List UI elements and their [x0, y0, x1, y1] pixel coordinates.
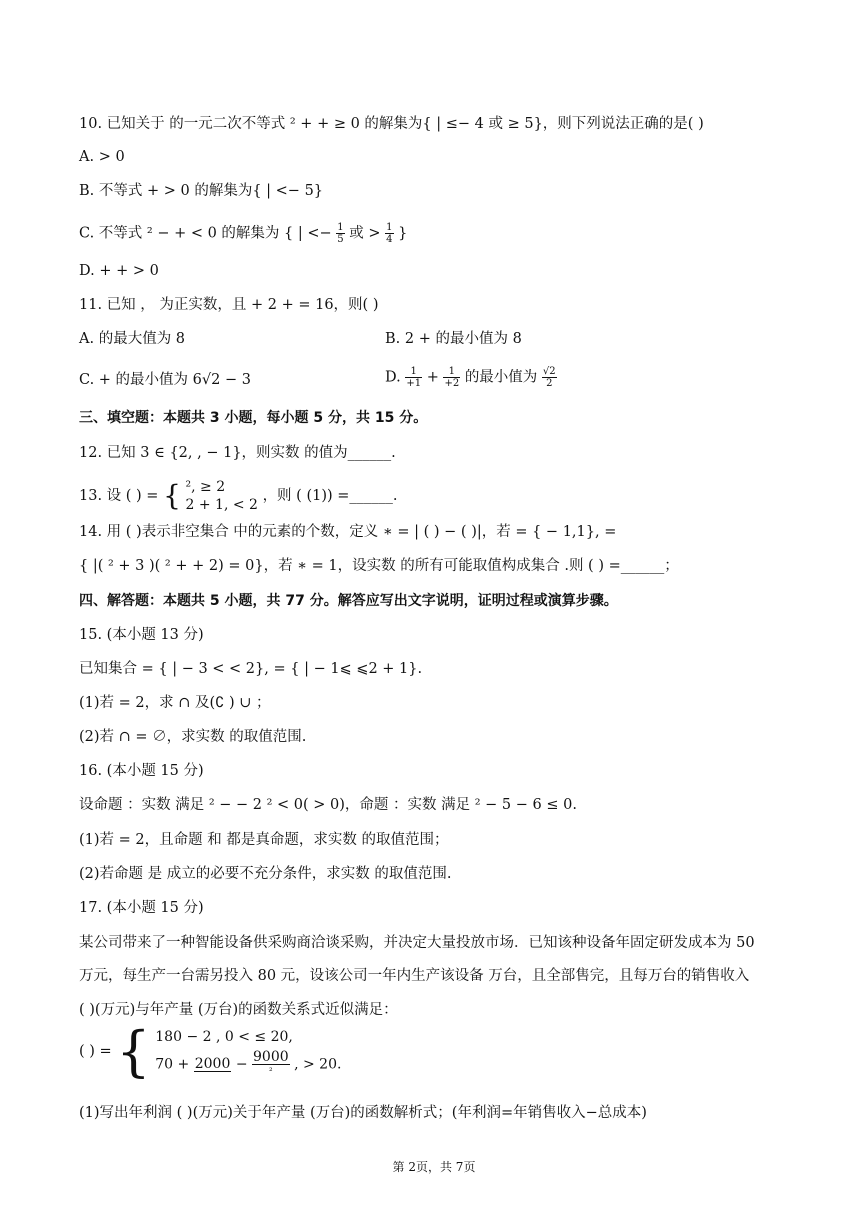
q16-part-1: (1)若 = 2，且命题 和 都是真命题，求实数 的取值范围； [79, 832, 449, 848]
q16-part-2: (2)若命题 是 成立的必要不充分条件，求实数 的取值范围. [79, 866, 452, 882]
q11-option-d: D. $\frac{1}{+1}$ + $\frac{1}{+2}$ 的最小值为 $\frac{√2}{2}$ [385, 366, 556, 389]
close-brace: } [398, 225, 408, 242]
frac-1-4: $\frac{1}{4}$ [386, 222, 393, 245]
q15-stem: 已知集合 = { | − 3 < < 2}, = { | − 1⩽ ⩽2 + 1}. [79, 661, 423, 677]
frac-d3: $\frac{√2}{2}$ [542, 366, 556, 389]
frac-2000: 2000 [194, 1056, 231, 1072]
question-14-line1: 14. 用 ( )表示非空集合 中的元素的个数，定义 ∗ = | ( ) − ( )|，若 = { − 1,1}, = [79, 524, 617, 540]
question-14-line2: { |( ² + 3 )( ² + + 2) = 0}，若 ∗ = 1，设实数 的所有可能取值构成集合 .则 ( ) =______； [79, 558, 679, 574]
q11-option-c: C. + 的最小值为 6√2 − 3 [79, 372, 251, 388]
q10c-mid: 或 > [349, 225, 381, 242]
q17-stem-2: 万元，每生产一台需另投入 80 元，设该公司一年内生产该设备 万台，且全部售完，且每万台的销售收入 [79, 968, 750, 984]
section-4-heading: 四、解答题：本题共 5 小题，共 77 分。解答应写出文字说明，证明过程或演算步骤。 [79, 593, 618, 609]
q13-pieces: ², ≥ 2 2 + 1, < 2 [185, 479, 258, 513]
q10-option-b: B. 不等式 + > 0 的解集为{ | <− 5} [79, 183, 324, 199]
piecewise-brace: { [163, 479, 181, 512]
question-12: 12. 已知 3 ∈ {2, , − 1}，则实数 的值为______. [79, 445, 396, 461]
question-15: 15. (本小题 13 分) [79, 627, 204, 643]
question-17: 17. (本小题 15 分) [79, 900, 204, 916]
q10-option-a: A. > 0 [79, 149, 125, 165]
frac-9000: $\frac{9000}{\text{²}}$ [253, 1049, 289, 1077]
q17-stem-1: 某公司带来了一种智能设备供采购商洽谈采购，并决定大量投放市场．已知该种设备年固定研发成本为 50 [79, 935, 755, 951]
q16-stem: 设命题 ：实数 满足 ² − − 2 ² < 0( > 0)，命题 ：实数 满足 ² − 5 − 6 ≤ 0. [79, 797, 577, 813]
question-11: 11. 已知 ， 为正实数，且 + 2 + = 16，则( ) [79, 297, 379, 313]
q10-option-c [79, 222, 407, 245]
section-3-heading: 三、填空题：本题共 3 小题，每小题 5 分，共 15 分。 [79, 410, 428, 426]
frac-d2: $\frac{1}{+2}$ [444, 366, 460, 389]
q15-part-2: (2)若 ∩ = ∅，求实数 的取值范围. [79, 729, 307, 745]
page-footer: 第 2页，共 7页 [392, 1160, 476, 1174]
q11-option-b: B. 2 + 的最小值为 8 [385, 331, 522, 347]
q17-part-1: (1)写出年利润 ( )(万元)关于年产量 (万台)的函数解析式；(年利润=年销售收入−总成本) [79, 1105, 647, 1121]
piecewise-brace-large: { [116, 1019, 151, 1083]
q17-stem-3: ( )(万元)与年产量 (万台)的函数关系式近似满足： [79, 1002, 398, 1018]
frac-d1: $\frac{1}{+1}$ [406, 366, 422, 389]
q17-pieces: 180 − 2 , 0 < ≤ 20, 70 + 2000 − $\frac{9000}{\text{²}}$ , > 20. [155, 1029, 342, 1077]
q15-part-1: (1)若 = 2，求 ∩ 及(∁ ) ∪ ； [79, 695, 271, 711]
q10c-text: C. 不等式 ² − + < 0 的解集为 [79, 225, 280, 242]
question-10: 10. 已知关于 的一元二次不等式 ² + + ≥ 0 的解集为{ | ≤− 4 或 ≥ 5}，则下列说法正确的是( ) [79, 116, 704, 132]
frac-1-5: $\frac{1}{5}$ [337, 222, 344, 245]
q10c-set: { | <− [284, 225, 332, 242]
q10-option-d: D. + + > 0 [79, 263, 159, 279]
question-13: 13. 设 ( ) = { ², ≥ 2 2 + 1, < 2 ，则 ( (1)) =______. [79, 479, 398, 513]
question-16: 16. (本小题 15 分) [79, 763, 204, 779]
q17-piecewise: ( ) = { 180 − 2 , 0 < ≤ 20, 70 + 2000 − $\frac{9000}{\text{²}}$ , > 20. [79, 1019, 342, 1083]
q11-option-a: A. 的最大值为 8 [79, 331, 186, 347]
